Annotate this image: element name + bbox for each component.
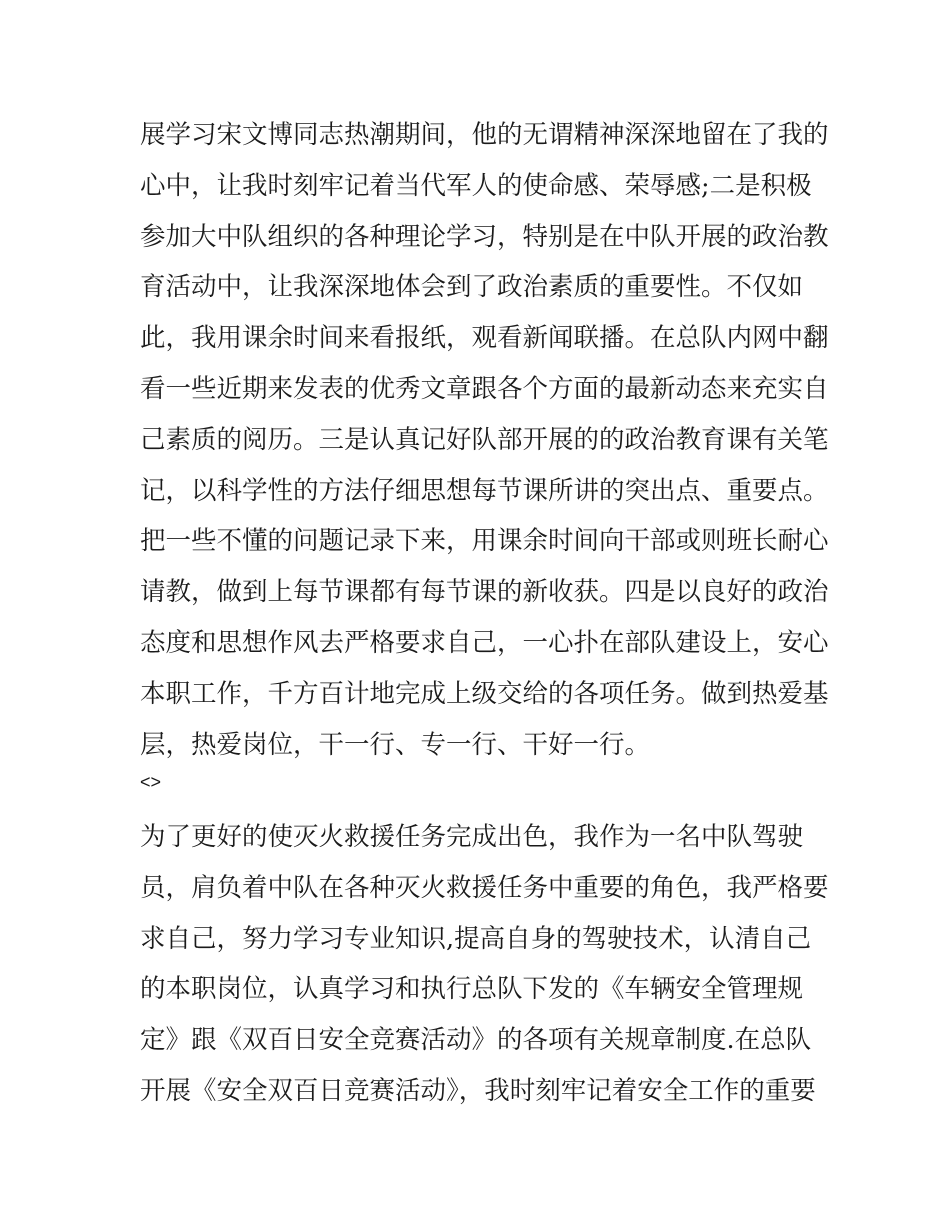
text-line: 己素质的阅历。三是认真记好队部开展的的政治教育课有关笔 xyxy=(140,424,829,455)
text-line: 把一些不懂的问题记录下来，用课余时间向干部或则班长耐心 xyxy=(140,526,829,557)
text-line: 员，肩负着中队在各种灭火救援任务中重要的角色，我严格要 xyxy=(140,872,829,903)
text-line: 态度和思想作风去严格要求自己，一心扑在部队建设上，安心 xyxy=(140,627,829,658)
text-line: 开展《安全双百日竞赛活动》，我时刻牢记着安全工作的重要 xyxy=(140,1075,816,1106)
text-line: 本职工作，千方百计地完成上级交给的各项任务。做到热爱基 xyxy=(140,678,829,709)
text-line: 展学习宋文博同志热潮期间，他的无谓精神深深地留在了我的 xyxy=(140,120,829,150)
text-line: 记，以科学性的方法仔细思想每节课所讲的突出点、重要点。 xyxy=(140,475,829,506)
text-line: 心中，让我时刻牢记着当代军人的使命感、荣辱感;二是积极 xyxy=(140,170,812,201)
section-separator: <> xyxy=(140,772,162,792)
text-line: 请教，做到上每节课都有每节课的新收获。四是以良好的政治 xyxy=(140,577,829,608)
text-line: 求自己，努力学习专业知识,提高自身的驾驶技术，认清自己 xyxy=(140,923,812,954)
text-line: 参加大中队组织的各种理论学习，特别是在中队开展的政治教 xyxy=(140,221,829,252)
paragraph-2 xyxy=(140,812,829,1117)
text-line: 为了更好的使灭火救援任务完成出色，我作为一名中队驾驶 xyxy=(140,822,804,852)
text-line: 的本职岗位，认真学习和执行总队下发的《车辆安全管理规 xyxy=(140,974,804,1005)
text-line: 层，热爱岗位，干一行、专一行、干好一行。 xyxy=(140,729,651,760)
text-line: 看一些近期来发表的优秀文章跟各个方面的最新动态来充实自 xyxy=(140,373,829,404)
text-line: 育活动中，让我深深地体会到了政治素质的重要性。不仅如 xyxy=(140,272,804,303)
text-line: 此，我用课余时间来看报纸，观看新闻联播。在总队内网中翻 xyxy=(140,323,829,354)
text-line: 定》跟《双百日安全竞赛活动》的各项有关规章制度.在总队 xyxy=(140,1025,812,1056)
paragraph-1 xyxy=(140,110,829,770)
